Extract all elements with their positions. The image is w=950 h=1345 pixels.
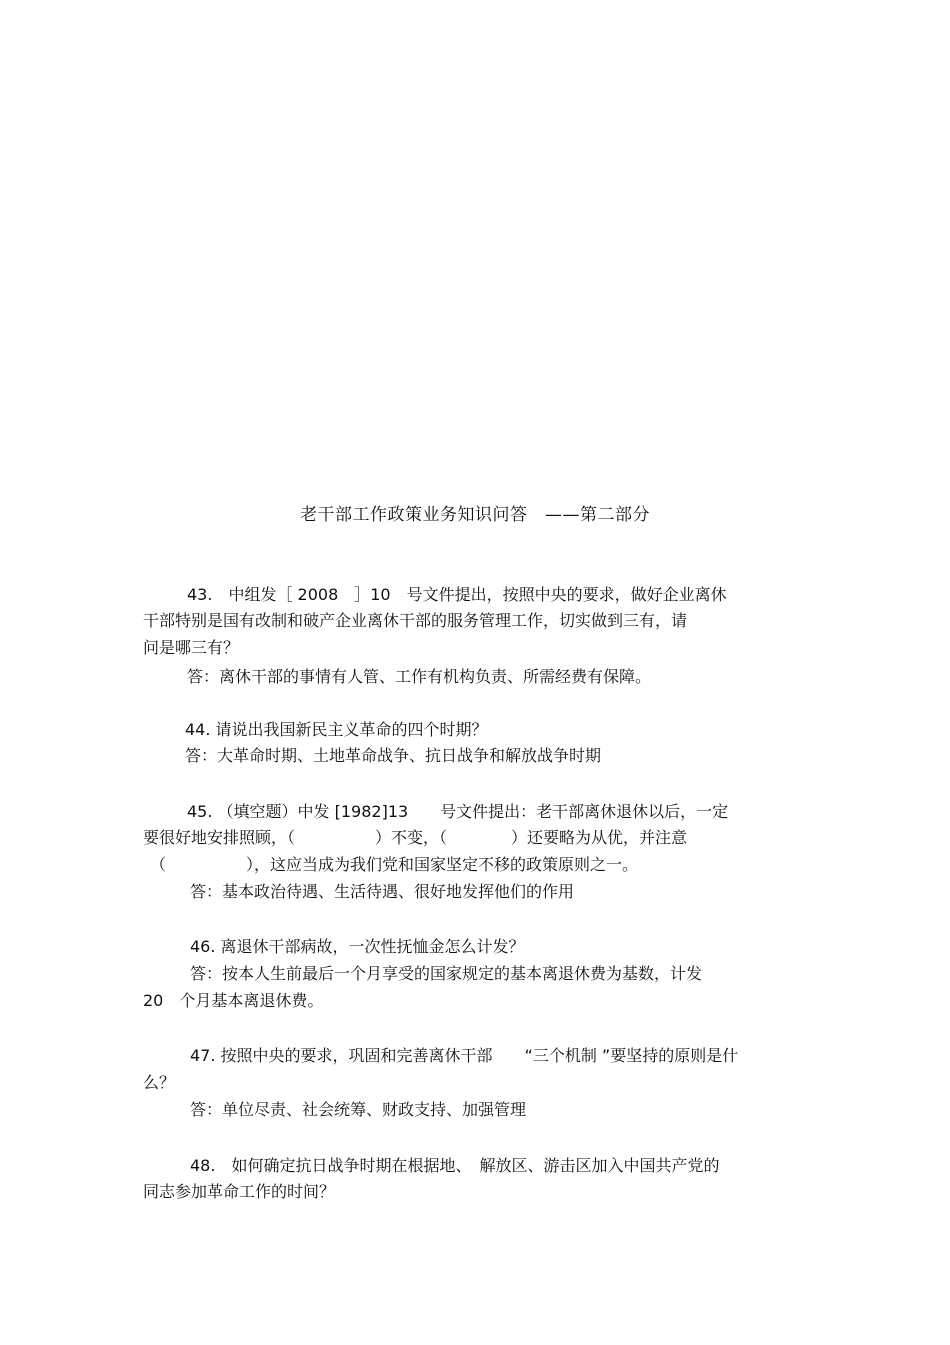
- q43-line-3: 问是哪三有？: [143, 638, 240, 657]
- q44-line-1: 44. 请说出我国新民主义革命的四个时期？: [185, 720, 488, 739]
- q47-line-1: 47. 按照中央的要求，巩固和完善离休干部 “三个机制 ”要坚持的原则是什: [190, 1046, 739, 1065]
- q44-answer: 答：大革命时期、土地革命战争、抗日战争和解放战争时期: [185, 746, 602, 765]
- q48-line-1: 48. 如何确定抗日战争时期在根据地、 解放区、游击区加入中国共产党的: [190, 1156, 720, 1175]
- q43-line-1: 43. 中组发［ 2008 ］10 号文件提出，按照中央的要求，做好企业离休: [187, 585, 727, 604]
- q43-line-2: 干部特别是国有改制和破产企业离休干部的服务管理工作，切实做到三有，请: [143, 611, 688, 630]
- q45-answer: 答：基本政治待遇、生活待遇、很好地发挥他们的作用: [190, 882, 575, 901]
- q46-answer-1: 答：按本人生前最后一个月享受的国家规定的基本离退休费为基数，计发: [190, 964, 703, 983]
- q45-line-3: （ ），这应当成为我们党和国家坚定不移的政策原则之一。: [150, 855, 639, 874]
- q43-answer: 答：离休干部的事情有人管、工作有机构负责、所需经费有保障。: [187, 667, 652, 686]
- q46-line-1: 46. 离退休干部病故，一次性抚恤金怎么计发？: [190, 937, 525, 956]
- q47-line-2: 么？: [143, 1073, 176, 1092]
- q45-line-1: 45. （填空题）中发 [1982]13 号文件提出：老干部离休退休以后，一定: [187, 802, 729, 821]
- q47-answer: 答：单位尽责、社会统筹、财政支持、加强管理: [190, 1100, 527, 1119]
- q48-line-2: 同志参加革命工作的时间？: [143, 1182, 336, 1201]
- q46-answer-2: 20 个月基本离退休费。: [143, 991, 324, 1010]
- document-title: 老干部工作政策业务知识问答 ——第二部分: [300, 505, 650, 525]
- q45-line-2: 要很好地安排照顾，（ ）不变，（ ）还要略为从优，并注意: [143, 828, 688, 847]
